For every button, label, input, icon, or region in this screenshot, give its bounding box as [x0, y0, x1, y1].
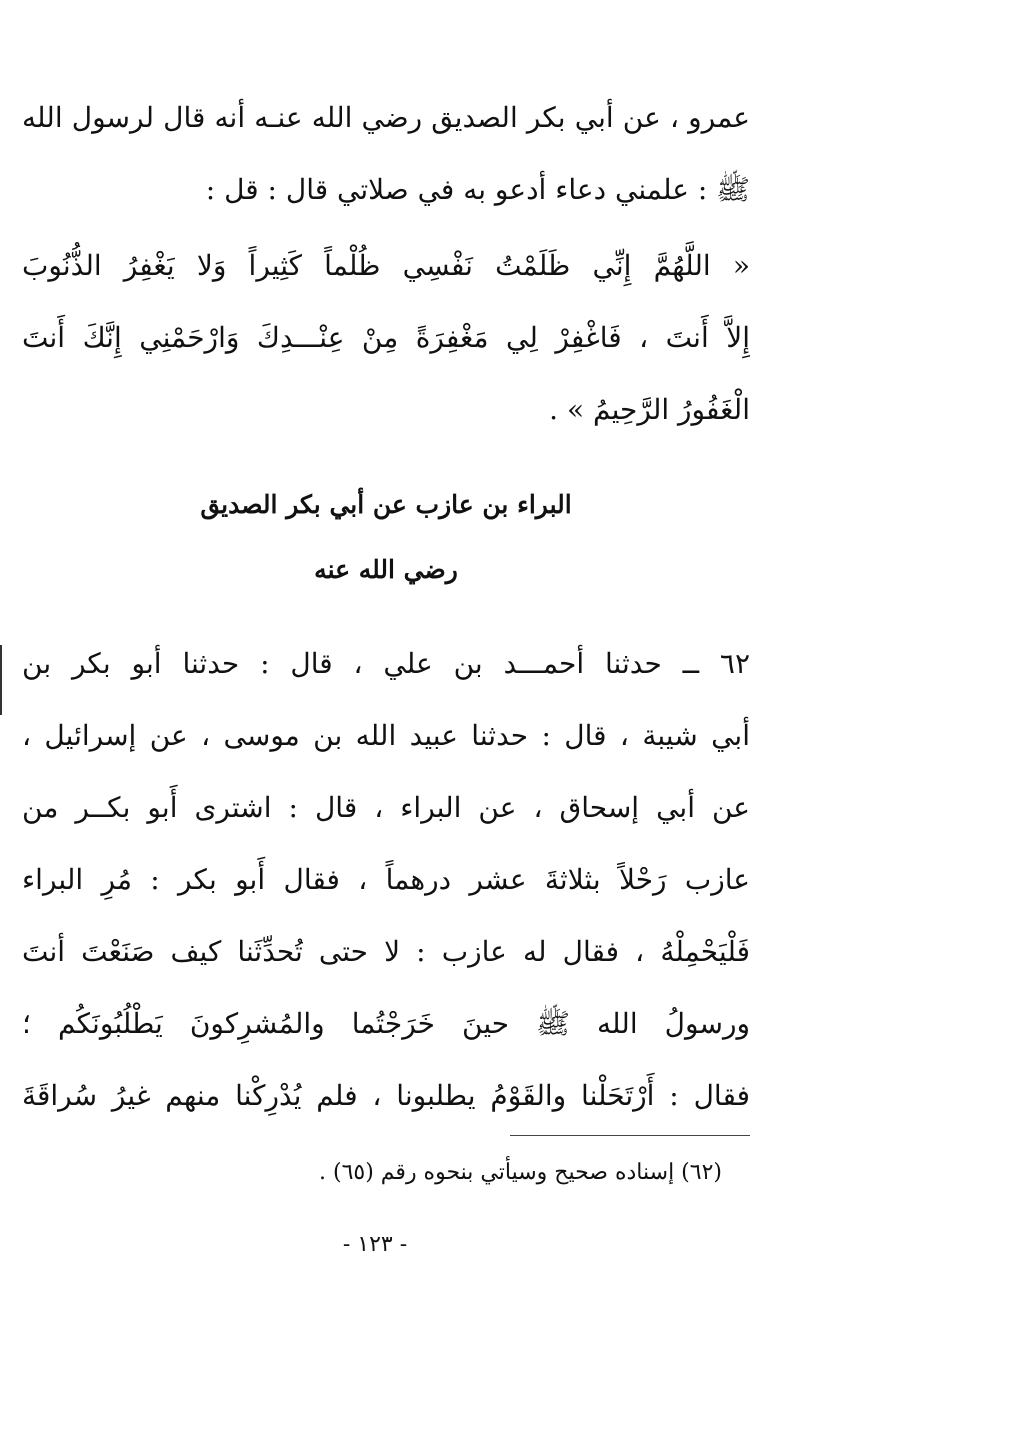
text-line: إِلاَّ أَنتَ ، فَاغْفِرْ لِي مَغْفِرَةً مِنْ عِنْـــدِكَ وَارْحَمْنِي إِنَّكَ أَنتَ	[22, 321, 750, 354]
text-line: ٦٢ ــ حدثنا أحمـــد بن علي ، قال : حدثنا أبو بكر بن	[22, 647, 750, 680]
hadith-62-paragraph	[22, 628, 750, 1132]
text-line: فَلْيَحْمِلْهُ ، فقال له عازب : لا حتى تُحدِّثَنا كيف صَنَعْتَ أنتَ	[22, 935, 750, 968]
footnote-divider	[510, 1135, 750, 1136]
text-line: ﷺ : علمني دعاء أدعو به في صلاتي قال : قل :	[205, 173, 750, 206]
text-line: ورسولُ الله ﷺ حينَ خَرَجْتُما والمُشرِكونَ يَطْلُبُونَكُم ؛	[22, 1007, 750, 1040]
text-line: أبي شيبة ، قال : حدثنا عبيد الله بن موسى ، عن إسرائيل ،	[22, 719, 750, 752]
text-line: « اللَّهُمَّ إِنِّي ظَلَمْتُ نَفْسِي ظُلْماً كَثِيراً وَلا يَغْفِرُ الذُّنُوبَ	[22, 249, 750, 282]
section-subheading: رضي الله عنه	[314, 555, 458, 584]
margin-mark	[0, 645, 2, 715]
text-line: الْغَفُورُ الرَّحِيمُ » .	[549, 393, 750, 426]
section-heading: البراء بن عازب عن أبي بكر الصديق	[200, 490, 572, 519]
text-line: عازب رَحْلاً بثلاثةَ عشر درهماً ، فقال أَبو بكر : مُرِ البراء	[22, 863, 750, 896]
text-line: عمرو ، عن أبي بكر الصديق رضي الله عنـه أنه قال لرسول الله	[22, 101, 750, 134]
supplication-quote	[22, 230, 750, 446]
text-line: عن أبي إسحاق ، عن البراء ، قال : اشترى أَبو بكــر من	[22, 791, 750, 824]
paragraph-continuation	[22, 82, 750, 226]
text-line: فقال : أَرْتَحَلْنا والقَوْمُ يطلبونا ، فلم يُدْرِكْنا منهم غيرُ سُراقَةَ	[22, 1079, 750, 1112]
page-number: - ١٢٣ -	[342, 1232, 408, 1257]
footnote: (٦٢) إسناده صحيح وسيأتي بنحوه رقم (٦٥) .	[318, 1160, 722, 1185]
